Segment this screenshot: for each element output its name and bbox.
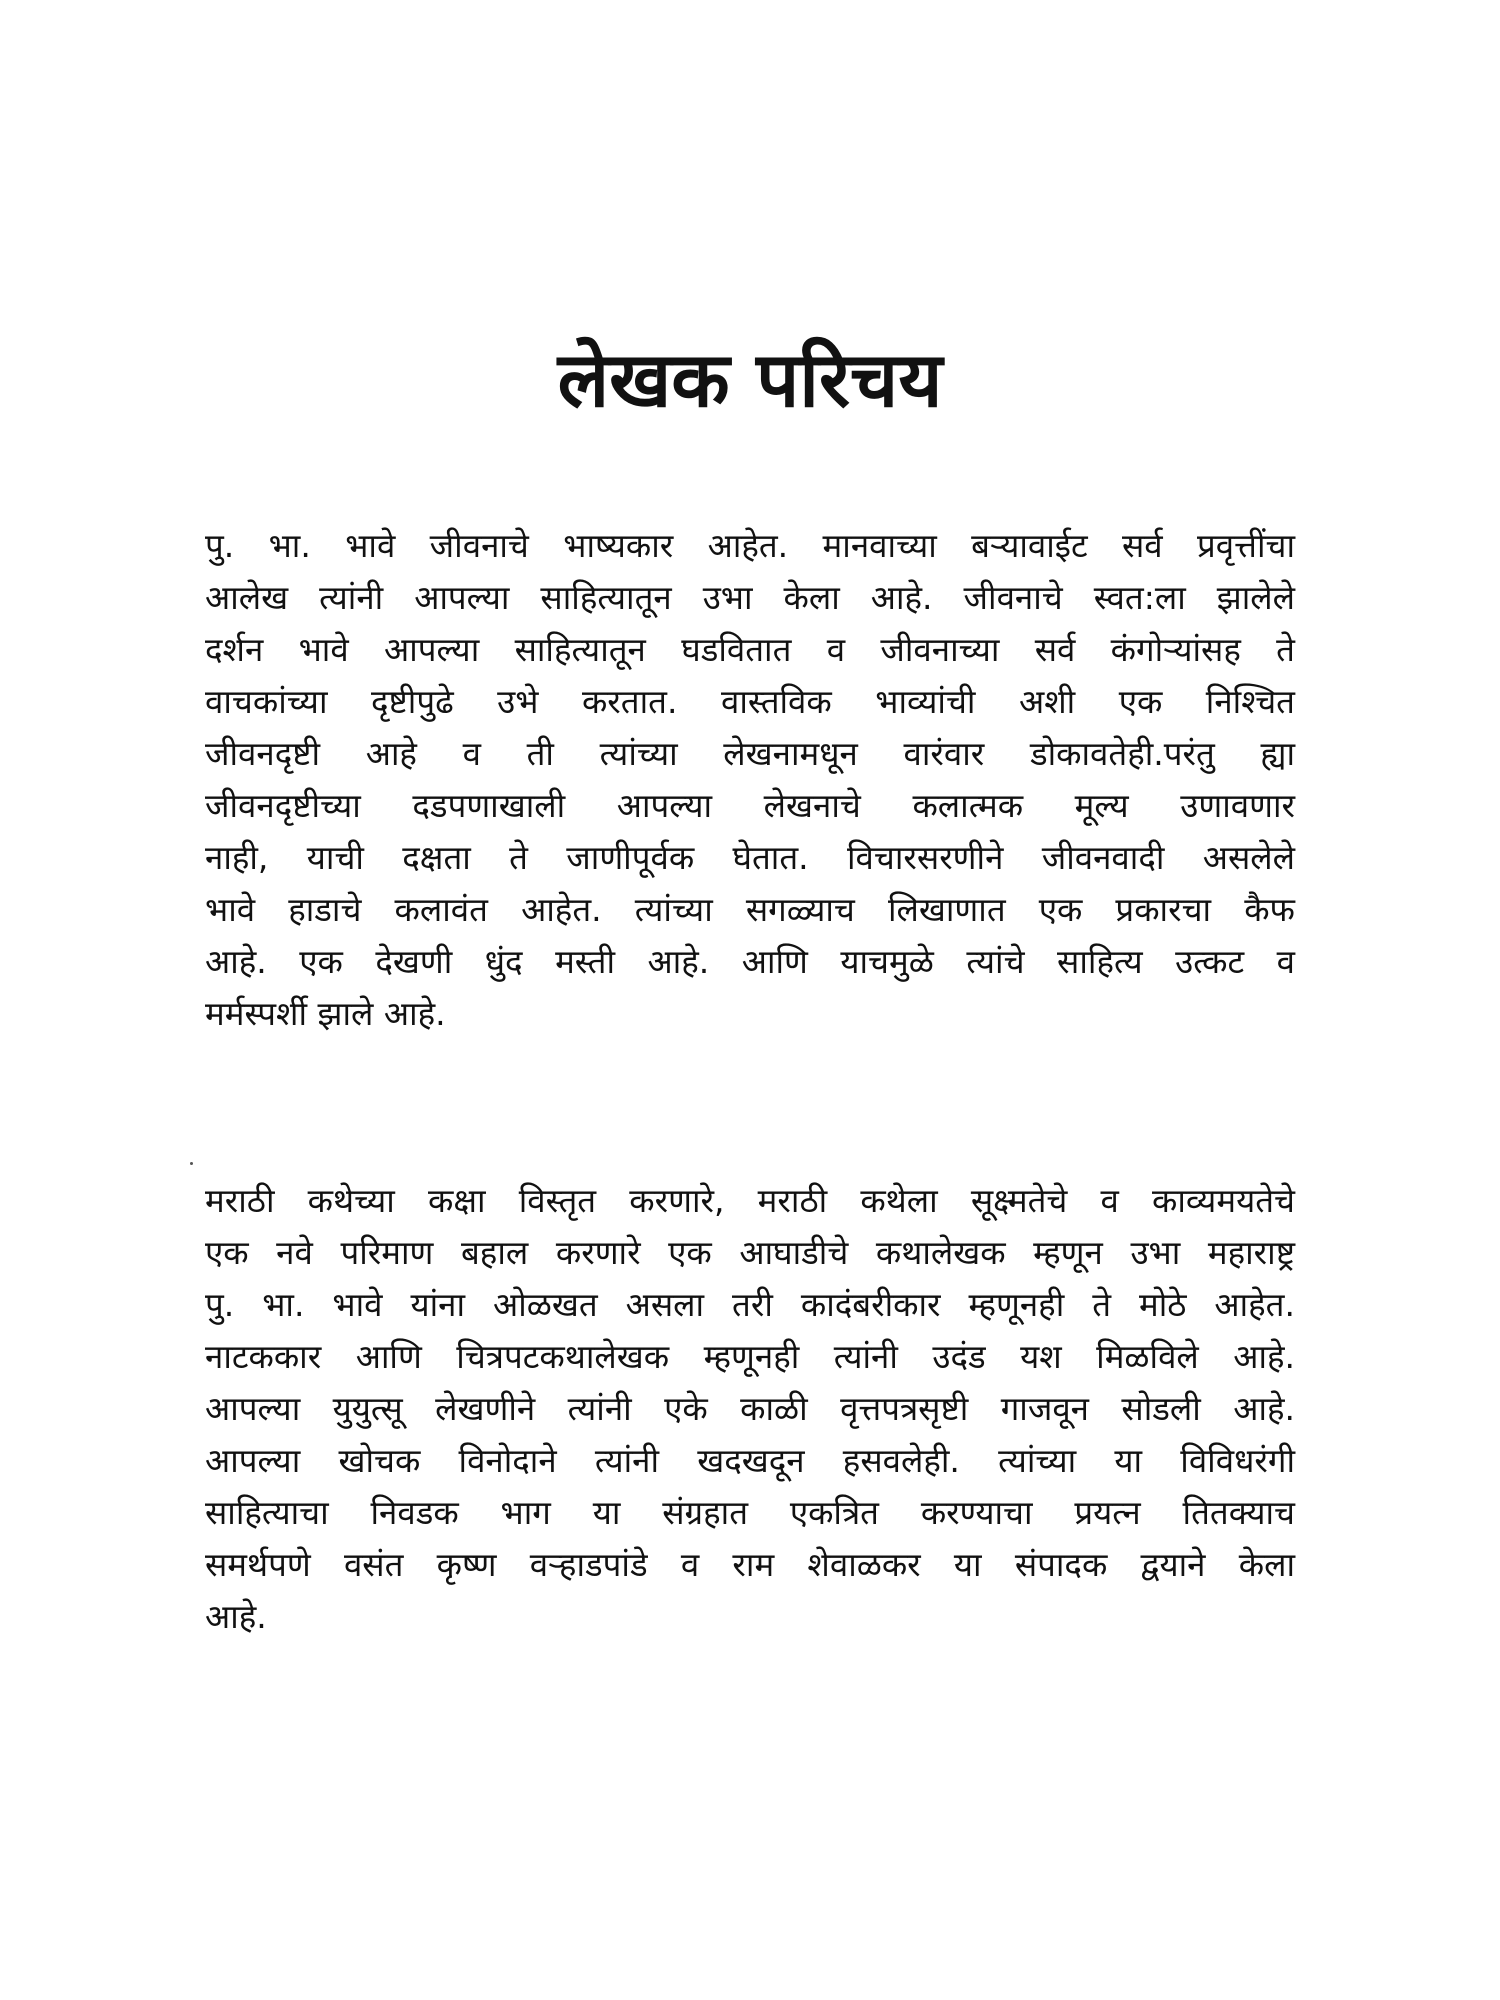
paragraph-line: नाही, याची दक्षता ते जाणीपूर्वक घेतात. विचारसरणीने जीवनवादी असलेले [205,838,1295,877]
paragraph-2 [205,1175,1295,1643]
paragraph-line: आहे. [205,1597,267,1636]
scan-speck [190,1162,193,1165]
paragraph-line: एक नवे परिमाण बहाल करणारे एक आघाडीचे कथालेखक म्हणून उभा महाराष्ट्र [205,1233,1295,1272]
paragraph-line: आहे. एक देखणी धुंद मस्ती आहे. आणि याचमुळे त्यांचे साहित्य उत्कट व [205,942,1295,981]
paragraph-line: आपल्या युयुत्सू लेखणीने त्यांनी एके काळी वृत्तपत्रसृष्टी गाजवून सोडली आहे. [205,1389,1295,1428]
paragraph-line: पु. भा. भावे जीवनाचे भाष्यकार आहेत. मानवाच्या बऱ्यावाईट सर्व प्रवृत्तींचा [205,526,1295,565]
paragraph-line: मर्मस्पर्शी झाले आहे. [205,994,446,1033]
paragraph-line: दर्शन भावे आपल्या साहित्यातून घडवितात व जीवनाच्या सर्व कंगोऱ्यांसह ते [205,630,1295,669]
paragraph-line: आलेख त्यांनी आपल्या साहित्यातून उभा केला आहे. जीवनाचे स्वत:ला झालेले [205,578,1295,617]
paragraph-line: समर्थपणे वसंत कृष्ण वऱ्हाडपांडे व राम शेवाळकर या संपादक द्वयाने केला [205,1545,1295,1584]
paragraph-line: जीवनदृष्टीच्या दडपणाखाली आपल्या लेखनाचे कलात्मक मूल्य उणावणार [205,786,1295,825]
paragraph-line: वाचकांच्या दृष्टीपुढे उभे करतात. वास्तविक भाव्यांची अशी एक निश्चित [205,682,1295,721]
page-title: लेखक परिचय [557,335,943,424]
paragraph-line: भावे हाडाचे कलावंत आहेत. त्यांच्या सगळ्याच लिखाणात एक प्रकारचा कैफ [205,890,1295,929]
paragraph-1 [205,520,1295,1040]
paragraph-line: आपल्या खोचक विनोदाने त्यांनी खदखदून हसवलेही. त्यांच्या या विविधरंगी [205,1441,1295,1480]
paragraph-line: नाटककार आणि चित्रपटकथालेखक म्हणूनही त्यांनी उदंड यश मिळविले आहे. [205,1337,1295,1376]
paragraph-line: मराठी कथेच्या कक्षा विस्तृत करणारे, मराठी कथेला सूक्ष्मतेचे व काव्यमयतेचे [205,1181,1295,1220]
paragraph-line: पु. भा. भावे यांना ओळखत असला तरी कादंबरीकार म्हणूनही ते मोठे आहेत. [205,1285,1295,1324]
paragraph-line: जीवनदृष्टी आहे व ती त्यांच्या लेखनामधून वारंवार डोकावतेही.परंतु ह्या [205,734,1295,773]
paragraph-line: साहित्याचा निवडक भाग या संग्रहात एकत्रित करण्याचा प्रयत्न तितक्याच [205,1493,1295,1532]
